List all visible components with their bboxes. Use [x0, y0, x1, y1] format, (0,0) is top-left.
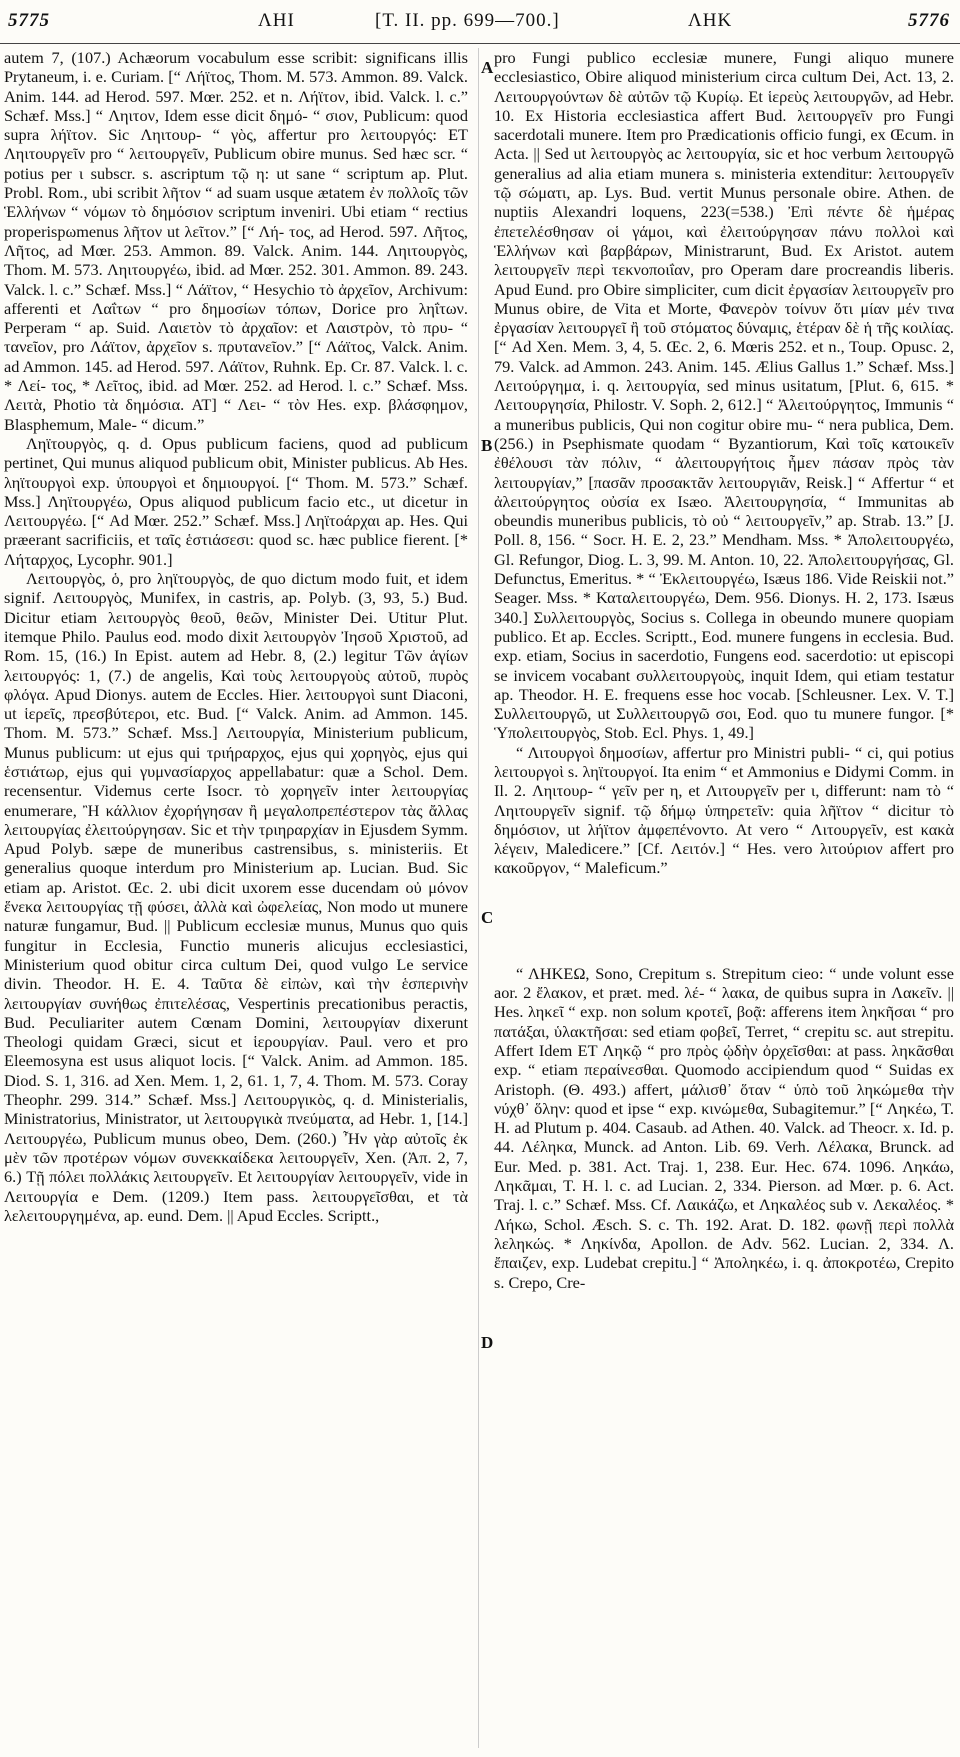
- entry-leiton: autem 7, (107.) Achæorum vocabulum esse scribit: significans illis Prytaneum, i. e. Curiam. [“ Λήϊτος, Thom. M. 573. Ammon. 89. Valck. Anim. 144. ad Herod. 597. Mœr. 252. et n. Λήϊτον, ibid. Valck. l. c.” Schæf. Mss.] “ Ληιτον, Idem esse dicit δημό- “ σιον, Publicum: quod supra λήϊτον. Sic Ληιτουρ- “ γὸς, affertur pro λειτουργός: ET Ληιτουργεῖν pro “ λειτουργεῖν, Publicum obire munus. Sed hæc scr. “ potius per ι subscr. s. ascriptum τῷ η: ut sane “ scriptum ap. Plut. Probl. Rom., ubi scribit λῆτον “ ad suam usque ætatem ἐν πολλοῖς τῶν Ἑλλήνων “ νόμων τὸ δημόσιον scriptum inveniri. Ubi etiam “ rectius properispωmenus λῆτον ut λεῖτον.” [“ Λή- τος, ad Herod. 597. Λῆτος, Λῆτος, ad Mœr. 253. Ammon. 89. Valck. Anim. 144. Ληιτουργὸς, Thom. M. 573. Ληιτουργέω, ibid. ad Mœr. 252. 301. Ammon. 89. 243. Valck. l. c.” Schæf. Mss.] “ Λάϊτον, “ Hesychio τὸ ἀρχεῖον, Archivum: afferenti et Λαΐτων “ pro δημοσίων τόπων, Dorice pro ληΐτων. Perperam “ ap. Suid. Λαιετὸν τὸ ἀρχαῖον: et Λαιστρὸν, τὸ πρυ- “ τανεῖον, pro Λάϊτον, ἀρχεῖον s. πρυτανεῖον.” [“ Λάϊτος, Valck. Anim. ad Ammon. 145. ad Herod. 597. Λάϊτον, Ruhnk. Ep. Cr. 87. Valck. l. c. * Λεί- τος, * Λεῖτος, ibid. ad Mœr. 252. ad Herod. l. c.” Schæf. Mss. Λειτὰ, Photio τὰ δημόσια. AT] “ Λει- “ τὸν Hes. exp. βλάσφημον, Blasphemum, Male- “ dicum.”: [4, 48, 468, 434]
- thesaurus-reference: [T. II. pp. 699—700.]: [375, 10, 560, 31]
- left-column: [4, 48, 468, 1225]
- entry-leitourgos-lemma: Ληϊτουργὸς, q. d. Opus publicum faciens, quod ad publicum pertinet, Qui munus aliquod publicum obit, Minister publicus. Ab Hes. ληϊτουργοὶ exp. ὑπουργοὶ et δημιουργοί. [“ Thom. M. 573.” Schæf. Mss.] Ληϊτουργέω, Opus aliquod publicum facio etc., ut dicetur in Λειτουργέω. [“ Ad Mœr. 252.” Schæf. Mss.] Ληϊτοάρχαι ap. Hes. Qui præerant sacrificiis, et ταῖς ἑστιάσεσι: quod sc. hæc publice fierent. [* Λήταρχος, Lycophr. 901.]: [4, 433, 468, 569]
- section-marker-c: C: [481, 908, 494, 927]
- running-header: [0, 0, 960, 44]
- entry-leitourgos: Λειτουργὸς, ὁ, pro ληϊτουργὸς, de quo dictum modo fuit, et idem signif. Λειτουργὸς, Munifex, in castris, ap. Polyb. (3, 93, 5.) Bud. Dicitur etiam λειτουργὸς θεοῦ, θεῶν, Minister Dei. Utitur Plut. itemque Philo. Paulus eod. modo dixit λειτουργὸν Ἰησοῦ Χριστοῦ, ad Rom. 15, (16.) In Epist. autem ad Hebr. 8, (2.) legitur Τῶν ἁγίων λειτουργός: 1, (7.) de angelis, Καὶ τοὺς λειτουργοὺς αὐτοῦ, πυρὸς φλόγα. Apud Dionys. autem de Eccles. Hier. λειτουργοὶ sunt Diaconi, ut ἱερεῖς, πρεσβύτεροι, etc. Bud. [“ Valck. Anim. ad Ammon. 145. Thom. M. 573.” Schæf. Mss.] Λειτουργία, Ministerium publicum, Munus publicum: ut ejus qui τριήραρχος, ejus qui χορηγὸς, ejus qui ἑστιάτωρ, ejus qui γυμνασίαρχος appellabatur: quæ a Schol. Dem. recensentur. Videmus certe Isocr. τὸ χορηγεῖν inter λειτουργίας enumerare, Ἢ κάλλιον ἐχορήγησαν ἢ μεγαλοπρεπέστερον τὰς ἄλλας λειτουργίας ἐλειτούργησαν. Sic et τὴν τριηραρχίαν in Ejusdem Symm. Apud Polyb. sæpe de muneribus castrensibus, s. ministeriis. Et generalius quoque interdum pro Ministerium ap. Lucian. Bud. Sic etiam ap. Aristot. Œc. 2. ubi dicit uxorem esse ducendam οὐ μόνον ἕνεκα λειτουργίας τῇ φύσει, ἀλλὰ καὶ ὠφελείας, Non modo ut munere naturæ fungamur, Bud. || Publicum ecclesiæ munus, Munus quo quis fungitur in Ecclesia, Functio muneris alicujus ecclesiastici, Ministerium quod obitur circa cultum Dei, quod vulgo Le service divin. Theodor. H. E. 4. Ταῦτα δὲ εἰπὼν, καὶ τὴν ἑσπερινὴν λειτουργίαν συνήθως ἐπιτελέσας, Vespertinis precationibus peractis, Bud. Peculiariter autem Cœnam Domini, λειτουργίαν dixerunt Theologi quidam Græci, sicut et ἱερουργίαν. Paul. vero et pro Eleemosyna est usus aliquot locis. [“ Valck. Anim. ad Ammon. 185. Diod. S. 1, 316. ad Xen. Mem. 1, 2, 61. 1, 7, 4. Thom. M. 573. Coray Theophr. 299. 314.” Schæf. Mss.] Λειτουργικὸς, q. d. Ministerialis, Ministratorius, Ministrator, ut λειτουργικὰ πνεύματα, ad Hebr. 1, [14.] Λειτουργέω, Publicum munus obeo, Dem. (260.) Ἦν γὰρ αὐτοῖς ἐκ μὲν τῶν προτέρων νόμων συνεκκαίδεκα λειτουργεῖν, Xen. (Ἀπ. 2, 7, 6.) Τῇ πόλει πολλάκις λειτουργεῖν. Et λειτουργίαν λειτουργεῖν, vide in Λειτουργία e Dem. (1209.) Item pass. λειτουργεῖσθαι, et τὰ λελειτουργημένα, ap. eund. Dem. || Apud Eccles. Scriptt.,: [4, 569, 468, 1225]
- section-marker-b: B: [481, 436, 493, 455]
- running-headword-right: ΛΗΚ: [688, 10, 733, 31]
- page-number-right: 5776: [908, 10, 950, 31]
- entry-leitourgeo-continued: pro Fungi publico ecclesiæ munere, Fungi aliquo munere ecclesiastico, Obire aliquod ministerium circa cultum Dei, Act. 13, 2. Λειτουργούντων δὲ αὐτῶν τῷ Κυρίῳ. Et ἱερεὺς λειτουργῶν, ad Hebr. 10. Ex Historia ecclesiastica affert Bud. λειτουργεῖν pro Fungi sacerdotali munere. Item pro Prædicationis officio fungi, ex Œcum. in Acta. || Sed ut λειτουργὸς ac λειτουργία, sic et hoc verbum λειτουργῶ generalius ad alia etiam munera s. ministeria extenditur: λειτουργεῖν τῷ σώματι, ap. Lys. Bud. vertit Munus personale obire. Athen. de nuptiis Alexandri loquens, 223(=538.) Ἐπὶ πέντε δὲ ἡμέρας ἐπετελέσθησαν οἱ γάμοι, καὶ ἐλειτούργησαν πάνυ πολλοὶ καὶ Ἑλλήνων καὶ βαρβάρων, Ministrarunt, Bud. Ex Aristot. autem λειτουργεῖν περὶ τεκνοποιΐαν, pro Operam dare procreandis liberis. Apud Eund. pro Obire simpliciter, cum dicit ἐργασίαν λειτουργεῖν pro Munus obire, de Vita et Morte, Φανερὸν τοίνυν ὅτι μίαν μέν τινα ἐργασίαν λειτουργεῖ ἢ τοῦ στόματος δύναμις, ἑτέραν δὲ ἡ τῆς κοιλίας. [“ Ad Xen. Mem. 3, 4, 5. Œc. 2, 6. Mœris 252. et n., Toup. Opusc. 2, 79. Valck. ad Ammon. 243. Anim. 145. Ælius Gallus 1.” Schæf. Mss.] Λειτούργημα, i. q. λειτουργία, sed minus usitatum, [Plut. 6, 615. * Λειτουργησία, Philostr. V. Soph. 2, 612.] “ Ἀλειτούργητος, Immunis “ a muneribus publicis, Qui non cogitur obire mu- “ nera publica, Dem. (256.) in Psephismate quodam “ Byzantiorum, Καὶ τοῖς κατοικεῖν ἐθέλουσι τὰν πόλιν, “ ἀλειτουργήτοις ἦμεν πάσαν πρὸς τὰν λειτουργίαν,” [πασᾶν προσακτᾶν λειτουργιᾶν, Reisk.] “ Affertur “ et ἀλειτούργητος οὐσία ex Isæo. Ἀλειτουργησία, “ Immunitas ab obeundis muneribus publicis, τὸ οὐ “ λειτουργεῖν,” ap. Strab. 13.” [J. Poll. 8, 156. “ Socr. H. E. 2, 23.” Mendham. Mss. * Ἀπολειτουργέω, Gl. Refungor, Diog. L. 3, 99. M. Anton. 10, 22. Ἀπολειτουργήσας, Gl. Defunctus, Emeritus. * “ Ἐκλειτουργέω, Isæus 186. Vide Reiskii not.” Seager. Mss. * Καταλειτουργέω, Dem. 956. Dionys. H. 2, 173. Isæus 340.] Συλλειτουργὸς, Socius s. Collega in obeundo munere quopiam publico. Et ap. Eccles. Scriptt., Eod. munere fungens in ecclesia. Bud. exp. etiam, Socius in sacerdotio, Fungens eod. sacerdotio: ut episcopi se invicem vocabant συλλειτουργοὺς, inquit Idem, qui etiam testatur ap. Theodor. H. E. frequens esse hoc vocab. [Schleusner. Lex. V. T.] Συλλειτουργῶ, ut Συλλειτουργῶ σοι, Eod. quo tu munere fungor. [* Ὑπολειτουργὸς, Stob. Ecl. Phys. 1, 49.]: [494, 48, 954, 743]
- running-headword-left: ΛΗΙ: [258, 10, 295, 31]
- section-marker-a: A: [481, 58, 494, 77]
- entry-gap: [494, 878, 954, 964]
- page-number-left: 5775: [8, 10, 50, 31]
- column-divider: [478, 48, 479, 1748]
- right-column: [494, 48, 954, 1292]
- entry-lekeo: “ ΛΗΚΕΩ, Sono, Crepitum s. Strepitum cieo: “ unde volunt esse aor. 2 ἔλακον, et præt. med. λέ- “ λακα, de quibus supra in Λακεῖν. || Hes. ληκεῖ “ exp. non solum κροτεῖ, βοᾷ: afferens item ληκῆσαι “ pro πατάξαι, ὑλακτῆσαι: sed etiam φοβεῖ, Terret, “ crepitu sc. aut strepitu. Affert Idem ET Ληκῷ “ pro πρὸς ᾠδὴν ὀρχεῖσθαι: at pass. ληκᾶσθαι exp. “ etiam περαίνεσθαι. Quomodo accipiendum quod “ Suidas ex Aristoph. (Θ. 493.) affert, μάλισθ᾽ ὅταν “ ὑπὸ τοῦ ληκώμεθα τὴν νύχθ᾽ ὅλην: quod et ipse “ exp. κινώμεθα, Subagitemur.” [“ Ληκέω, T. H. ad Plutum p. 404. Casaub. ad Athen. 40. Valck. ad Theocr. x. Id. p. 44. Λέληκα, Munck. ad Anton. Lib. 69. Verh. Λέλακα, Brunck. ad Eur. Med. p. 381. Act. Traj. 1, 238. Eur. Hec. 674. 1096. Ληκάω, Ληκᾶμαι, T. H. l. c. ad Lucian. 2, 334. Pierson. ad Mœr. p. 6. Act. Traj. l. c.” Schæf. Mss. Cf. Λαικάζω, et Ληκαλέος sub v. Λεκαλέος. * Λήκω, Schol. Æsch. S. c. Th. 192. Arat. D. 182. φωνῇ περὶ πολλὰ λεληκώς. * Ληκίνδα, Apollon. de Adv. 562. Lucian. 2, 334. Λ. ἔπαιζεν, exp. Ludebat crepitu.] “ Ἀποληκέω, i. q. ἀποκροτέω, Crepito s. Crepo, Cre-: [494, 963, 954, 1292]
- section-marker-d: D: [481, 1333, 494, 1352]
- entry-litourgoi: “ Λιτουργοὶ δημοσίων, affertur pro Ministri publi- “ ci, qui potius λειτουργοὶ s. ληϊτουργοί. Ita enim “ et Ammonius e Didymi Comm. in Il. 2. Ληιτουρ- “ γεῖν per η, et Λιτουργεῖν per ι, differunt: nam τὸ “ Ληιτουργεῖν signif. τῷ δήμῳ ὑπηρετεῖν: quia λῆϊτον “ dicitur τὸ δημόσιον, ut λήϊτον ἀμφεπένοντο. At vero “ Λιτουργεῖν, est κακὰ λέγειν, Maledicere.” [Cf. Λειτόν.] “ Hes. vero λιτούριον affert pro κακοῦργον, “ Maleficum.”: [494, 742, 954, 878]
